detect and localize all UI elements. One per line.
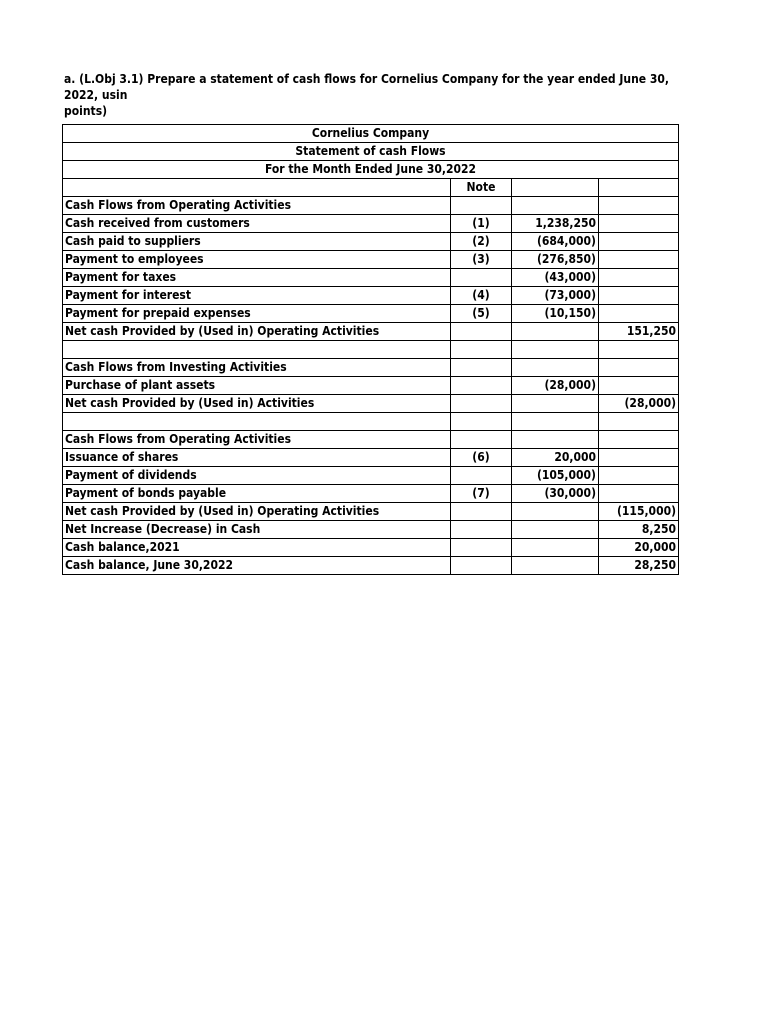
row-note [451,359,512,377]
row-label: Cash Flows from Operating Activities [63,197,451,215]
row-amount [512,431,599,449]
statement-title: Statement of cash Flows [63,143,679,161]
row-amount: (28,000) [512,377,599,395]
table-row [63,521,679,539]
row-amount [512,341,599,359]
row-note: (4) [451,287,512,305]
row-label: Cash Flows from Operating Activities [63,431,451,449]
row-amount: (43,000) [512,269,599,287]
row-amount [512,539,599,557]
row-note [451,269,512,287]
row-total [599,197,679,215]
row-total: 151,250 [599,323,679,341]
row-note: (2) [451,233,512,251]
question-text: a. (L.Obj 3.1) Prepare a statement of cash flows for Cornelius Company for the year ended June 30, 2022, usin points) [64,72,669,118]
row-label: Net cash Provided by (Used in) Operating Activities [63,503,451,521]
table-row [63,233,679,251]
row-note [451,539,512,557]
header-row-statement [63,143,679,161]
table-row [63,485,679,503]
row-note [451,341,512,359]
row-total [599,341,679,359]
row-amount [512,197,599,215]
table-row [63,503,679,521]
row-label: Purchase of plant assets [63,377,451,395]
table-row [63,377,679,395]
table-row [63,395,679,413]
row-amount [512,395,599,413]
row-note [451,377,512,395]
row-note [451,413,512,431]
row-label: Payment for taxes [63,269,451,287]
table-row [63,449,679,467]
row-note: (5) [451,305,512,323]
note-column-header: Note [451,179,512,197]
header-row-period [63,161,679,179]
row-label: Cash balance,2021 [63,539,451,557]
row-total [599,377,679,395]
row-total: (115,000) [599,503,679,521]
row-amount: 1,238,250 [512,215,599,233]
row-label: Issuance of shares [63,449,451,467]
row-total [599,215,679,233]
row-amount: (30,000) [512,485,599,503]
row-label: Cash Flows from Investing Activities [63,359,451,377]
row-note: (7) [451,485,512,503]
row-amount: (276,850) [512,251,599,269]
row-total [599,413,679,431]
row-label [63,413,451,431]
row-note: (6) [451,449,512,467]
row-amount [512,323,599,341]
table-row [63,431,679,449]
row-label: Cash balance, June 30,2022 [63,557,451,575]
row-amount: (684,000) [512,233,599,251]
row-total [599,233,679,251]
row-total [599,287,679,305]
row-amount [512,521,599,539]
row-label: Payment for interest [63,287,451,305]
row-label [63,341,451,359]
table-row [63,269,679,287]
row-total [599,305,679,323]
company-name: Cornelius Company [63,125,679,143]
row-label: Net cash Provided by (Used in) Activities [63,395,451,413]
header-row-company [63,125,679,143]
row-total [599,449,679,467]
row-total: (28,000) [599,395,679,413]
row-total [599,251,679,269]
row-total [599,431,679,449]
row-total: 8,250 [599,521,679,539]
row-total: 20,000 [599,539,679,557]
row-note [451,197,512,215]
row-note: (1) [451,215,512,233]
statement-period: For the Month Ended June 30,2022 [63,161,679,179]
blank-header-cell [63,179,451,197]
row-amount [512,557,599,575]
table-row [63,557,679,575]
row-amount: (10,150) [512,305,599,323]
row-note [451,467,512,485]
table-row [63,539,679,557]
row-note [451,557,512,575]
row-note: (3) [451,251,512,269]
table-row [63,413,679,431]
table-row [63,323,679,341]
row-amount [512,503,599,521]
row-label: Payment for prepaid expenses [63,305,451,323]
table-row [63,341,679,359]
row-total: 28,250 [599,557,679,575]
table-row [63,287,679,305]
row-total [599,485,679,503]
row-amount: 20,000 [512,449,599,467]
row-label: Payment of bonds payable [63,485,451,503]
row-label: Cash paid to suppliers [63,233,451,251]
cash-flow-statement-table [62,124,679,575]
table-row [63,197,679,215]
row-amount [512,359,599,377]
row-note [451,431,512,449]
row-total [599,269,679,287]
table-row [63,359,679,377]
table-row [63,251,679,269]
row-label: Cash received from customers [63,215,451,233]
table-row [63,467,679,485]
blank-header-cell [599,179,679,197]
row-amount: (105,000) [512,467,599,485]
row-amount [512,413,599,431]
row-note [451,323,512,341]
row-total [599,359,679,377]
row-label: Payment of dividends [63,467,451,485]
row-label: Payment to employees [63,251,451,269]
column-header-row [63,179,679,197]
row-total [599,467,679,485]
row-note [451,395,512,413]
row-note [451,503,512,521]
blank-header-cell [512,179,599,197]
table-row [63,215,679,233]
row-note [451,521,512,539]
table-row [63,305,679,323]
row-amount: (73,000) [512,287,599,305]
row-label: Net Increase (Decrease) in Cash [63,521,451,539]
row-label: Net cash Provided by (Used in) Operating Activities [63,323,451,341]
